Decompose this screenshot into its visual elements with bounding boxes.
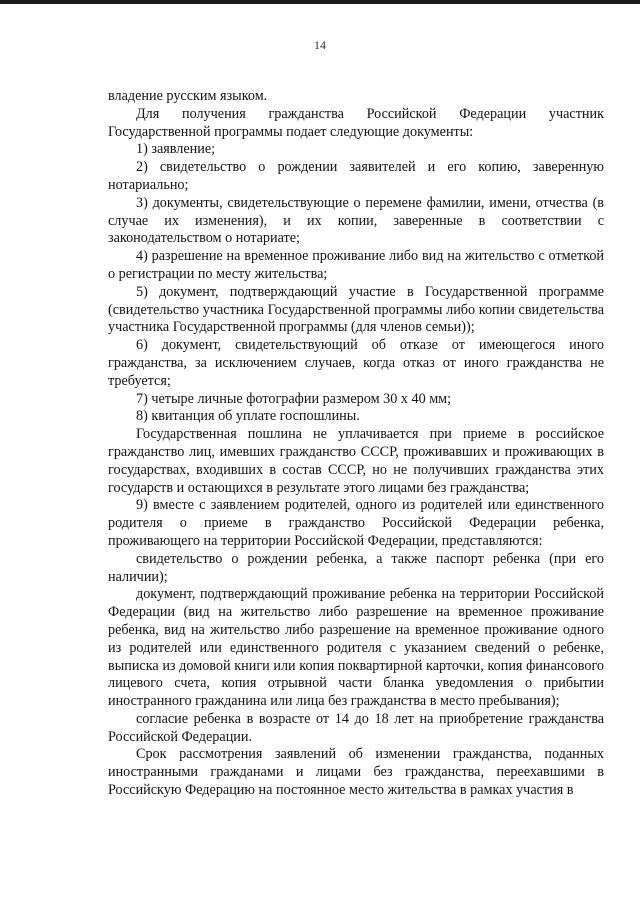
list-item: 6) документ, свидетельствующий об отказе от имеющегося иного гражданства, за исключением случаев, когда отказ от иного гражданства не требуется; [108, 337, 604, 389]
page-number: 14 [314, 38, 326, 52]
list-item: 1) заявление; [136, 141, 216, 158]
list-item: 4) разрешение на временное проживание либо вид на жительство с отметкой о регистрации по месту жительства; [108, 248, 604, 282]
list-item: 7) четыре личные фотографии размером 30 х 40 мм; [136, 390, 452, 407]
top-border-rule [0, 0, 640, 4]
sub-item: согласие ребенка в возрасте от 14 до 18 лет на приобретение гражданства Российской Федерации. [108, 710, 604, 745]
sub-item: свидетельство о рождении ребенка, а также паспорт ребенка (при его наличии); [108, 550, 604, 585]
sub-item: документ, подтверждающий проживание ребенка на территории Российской Федерации (вид на жительство либо разрешение на временное проживание ребенка, вид на жительство либо разрешение на временное проживание одного из родителей или единственного родителя с указанием сведений о ребенке, выписка из домовой книги или копия поквартирной карточки, копия финансового лицевого счета, копия отрывной части бланка уведомления о прибытии иностранного гражданина или лица без гражданства в место пребывания); [108, 586, 604, 710]
document-body [108, 88, 604, 800]
list-item: 2) свидетельство о рождении заявителей и его копию, заверенную нотариально; [108, 159, 604, 193]
paragraph: Государственная пошлина не уплачивается при приеме в российское гражданство лиц, имевших гражданство СССР, проживавших и проживающих в государствах, входивших в состав СССР, но не получивших гражданства этих государств и остающихся в результате этого лицами без гражданства; [108, 426, 604, 496]
paragraph: Срок рассмотрения заявлений об изменении гражданства, поданных иностранными гражданами и лицами без гражданства, переехавшими в Российскую Федерацию на постоянное место жительства в рамках участия в [108, 746, 604, 799]
list-item: 5) документ, подтверждающий участие в Государственной программе (свидетельство участника Государственной программы либо копии свидетельства участника Государственной программы (для членов семьи)); [108, 283, 604, 336]
paragraph: Для получения гражданства Российской Федерации участник Государственной программы подает следующие документы: [108, 105, 604, 140]
list-item: 9) вместе с заявлением родителей, одного из родителей или единственного родителя о приеме в гражданство Российской Федерации ребенка, проживающего на территории Российской Федерации, представляются: [108, 497, 604, 549]
list-item: 8) квитанция об уплате госпошлины. [136, 408, 360, 425]
list-item: 3) документы, свидетельствующие о перемене фамилии, имени, отчества (в случае их изменения), и их копии, заверенные в соответствии с законодательством о нотариате; [108, 194, 604, 247]
paragraph: владение русским языком. [108, 88, 268, 104]
